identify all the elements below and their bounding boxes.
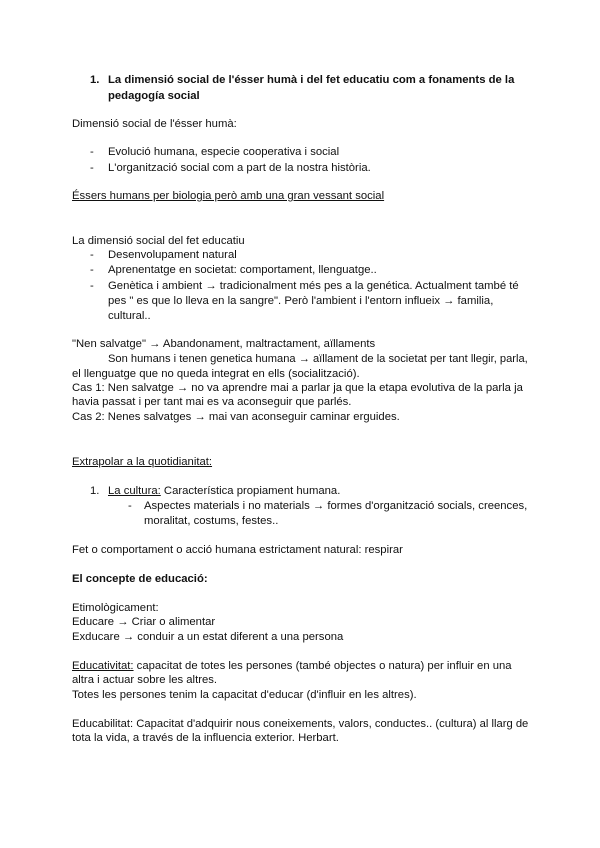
paragraph-line: altra i actuar sobre les altres.	[72, 674, 218, 686]
bullet-dash: -	[90, 249, 94, 261]
sub-list-item-continuation: moralitat, costums, festes..	[144, 515, 279, 527]
paragraph-line: el llenguatge que no queda integrat en ells (socialització).	[72, 368, 360, 380]
heading-line-2: pedagogía social	[108, 90, 200, 102]
paragraph-line: Cas 2: Nenes salvatges → mai van aconseguir caminar erguides.	[72, 411, 400, 423]
sub-list-item: Aspectes materials i no materials → formes d'organització socials, creences,	[144, 500, 528, 512]
list-item: L'organització social com a part de la nostra història.	[108, 162, 371, 174]
section-title-fet-educatiu: La dimensió social del fet educatiu	[72, 235, 245, 247]
paragraph-line: Exducare → conduir a un estat diferent a una persona	[72, 631, 344, 643]
section-title-concepte: El concepte de educació:	[72, 573, 208, 585]
paragraph-line: Educabilitat: Capacitat d'adquirir nous coneixements, valors, conductes.. (cultura) al llarg de	[72, 718, 529, 730]
section-title-extrapolar: Extrapolar a la quotidianitat:	[72, 456, 213, 468]
list-number: 1.	[90, 485, 100, 497]
underlined-note: Éssers humans per biologia però amb una gran vessant social	[72, 190, 385, 202]
bullet-dash: -	[90, 146, 94, 158]
paragraph-line: Educare → Criar o alimentar	[72, 616, 216, 628]
paragraph-line: tota la vida, a través de la influencia exterior. Herbart.	[72, 732, 339, 744]
bullet-dash: -	[90, 264, 94, 276]
cultura-label: La cultura:	[108, 485, 161, 497]
bullet-dash: -	[128, 500, 132, 512]
list-item-continuation: cultural..	[108, 310, 151, 322]
educativitat-line	[72, 659, 512, 673]
educativitat-label: Educativitat:	[72, 660, 134, 672]
heading-line-1: La dimensió social de l'ésser humà i del fet educatiu com a fonaments de la	[108, 74, 515, 86]
educativitat-text: capacitat de totes les persones (també objectes o natura) per influir en una	[133, 660, 512, 672]
cultura-text: Característica propiament humana.	[160, 485, 341, 497]
list-item: Desenvolupament natural	[108, 249, 237, 261]
paragraph-line: "Nen salvatge" → Abandonament, maltractament, aïllaments	[72, 338, 376, 350]
list-item: Genètica i ambient → tradicionalment més pes a la genética. Actualment també té	[108, 280, 519, 292]
bullet-dash: -	[90, 162, 94, 174]
list-item-continuation: pes " es que lo lleva en la sangre". Però l'ambient i l'entorn influeix → familia,	[108, 295, 494, 307]
paragraph-line: Son humans i tenen genetica humana → aïllament de la societat per tant llegir, parla,	[108, 353, 528, 365]
paragraph-line: Fet o comportament o acció humana estrictament natural: respirar	[72, 544, 403, 556]
bullet-dash: -	[90, 280, 94, 292]
paragraph-line: Cas 1: Nen salvatge → no va aprendre mai a parlar ja que la etapa evolutiva de la parla ja	[72, 382, 523, 394]
paragraph-line: havia passat i per tant mai es va aconseguir que parlés.	[72, 396, 352, 408]
section-title-dimensio: Dimensió social de l'ésser humà:	[72, 118, 237, 130]
paragraph-line: Totes les persones tenim la capacitat d'educar (d'influir en les altres).	[72, 689, 417, 701]
list-item-cultura	[108, 484, 340, 498]
list-item: Evolució humana, especie cooperativa i social	[108, 146, 340, 158]
heading-number: 1.	[90, 74, 100, 86]
paragraph-line: Etimològicament:	[72, 602, 159, 614]
list-item: Aprenentatge en societat: comportament, llenguatge..	[108, 264, 377, 276]
